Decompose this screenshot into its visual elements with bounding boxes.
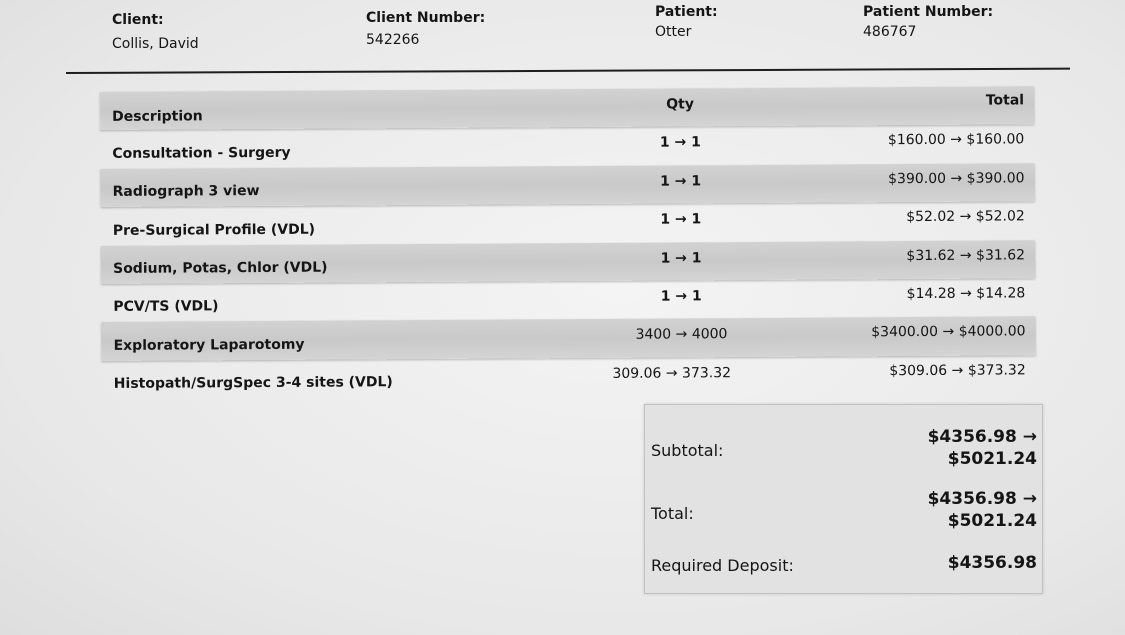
row-qty: 1 → 1 — [659, 134, 701, 151]
row-description: PCV/TS (VDL) — [113, 298, 219, 316]
subtotal-original: $4356.98 → — [927, 427, 1037, 447]
row-description: Consultation - Surgery — [112, 144, 291, 162]
patient-label: Patient: — [655, 4, 718, 20]
line-items-table — [100, 86, 1036, 399]
client-number-block — [366, 8, 485, 50]
row-description: Radiograph 3 view — [112, 183, 260, 201]
row-description: Histopath/SurgSpec 3-4 sites (VDL) — [113, 374, 393, 393]
row-qty: 3400 → 4000 — [635, 326, 728, 344]
row-total: $31.62 → $31.62 — [906, 246, 1026, 264]
total-original: $4356.98 → — [927, 489, 1037, 509]
table-row — [100, 163, 1034, 207]
table-row — [101, 278, 1035, 322]
table-row — [102, 355, 1036, 399]
required-deposit-label: Required Deposit: — [651, 556, 794, 575]
row-qty: 309.06 → 373.32 — [612, 364, 732, 382]
row-qty: 1 → 1 — [660, 249, 702, 267]
patient-number-label: Patient Number: — [863, 4, 994, 20]
row-description: Sodium, Potas, Chlor (VDL) — [113, 259, 328, 277]
subtotal-revised: $5021.24 — [947, 449, 1037, 469]
column-header-total: Total — [985, 92, 1025, 109]
row-description: Pre-Surgical Profile (VDL) — [112, 221, 316, 239]
patient-number: 486767 — [863, 24, 917, 40]
row-total: $3400.00 → $4000.00 — [871, 323, 1026, 341]
column-header-qty: Qty — [666, 96, 694, 113]
client-label: Client: — [112, 12, 164, 28]
total-label: Total: — [651, 504, 694, 523]
patient-block — [655, 2, 718, 42]
total-revised: $5021.24 — [947, 511, 1037, 531]
row-qty: 1 → 1 — [660, 173, 702, 190]
table-row — [100, 125, 1034, 169]
table-row — [101, 317, 1035, 361]
totals-summary — [644, 404, 1043, 594]
row-total: $14.28 → $14.28 — [906, 285, 1026, 303]
row-description: Exploratory Laparotomy — [113, 336, 305, 354]
client-block — [112, 10, 199, 54]
subtotal-label: Subtotal: — [651, 441, 724, 460]
row-total: $160.00 → $160.00 — [887, 131, 1025, 149]
patient-number-block — [863, 2, 993, 42]
header-divider — [66, 68, 1070, 74]
row-total: $390.00 → $390.00 — [888, 170, 1025, 187]
required-deposit-value: $4356.98 — [947, 553, 1037, 573]
table-header-row — [100, 86, 1034, 130]
patient-name: Otter — [655, 24, 692, 40]
subtotal-value — [928, 426, 1037, 470]
row-total: $52.02 → $52.02 — [906, 208, 1025, 226]
row-total: $309.06 → $373.32 — [889, 362, 1026, 379]
total-value — [928, 488, 1037, 532]
table-row — [101, 240, 1035, 284]
client-name: Collis, David — [112, 36, 199, 52]
row-qty: 1 → 1 — [660, 288, 702, 305]
table-row — [101, 201, 1035, 245]
row-qty: 1 → 1 — [660, 211, 702, 228]
client-number-label: Client Number: — [366, 10, 486, 26]
column-header-description: Description — [112, 108, 203, 126]
client-number: 542266 — [366, 32, 420, 48]
